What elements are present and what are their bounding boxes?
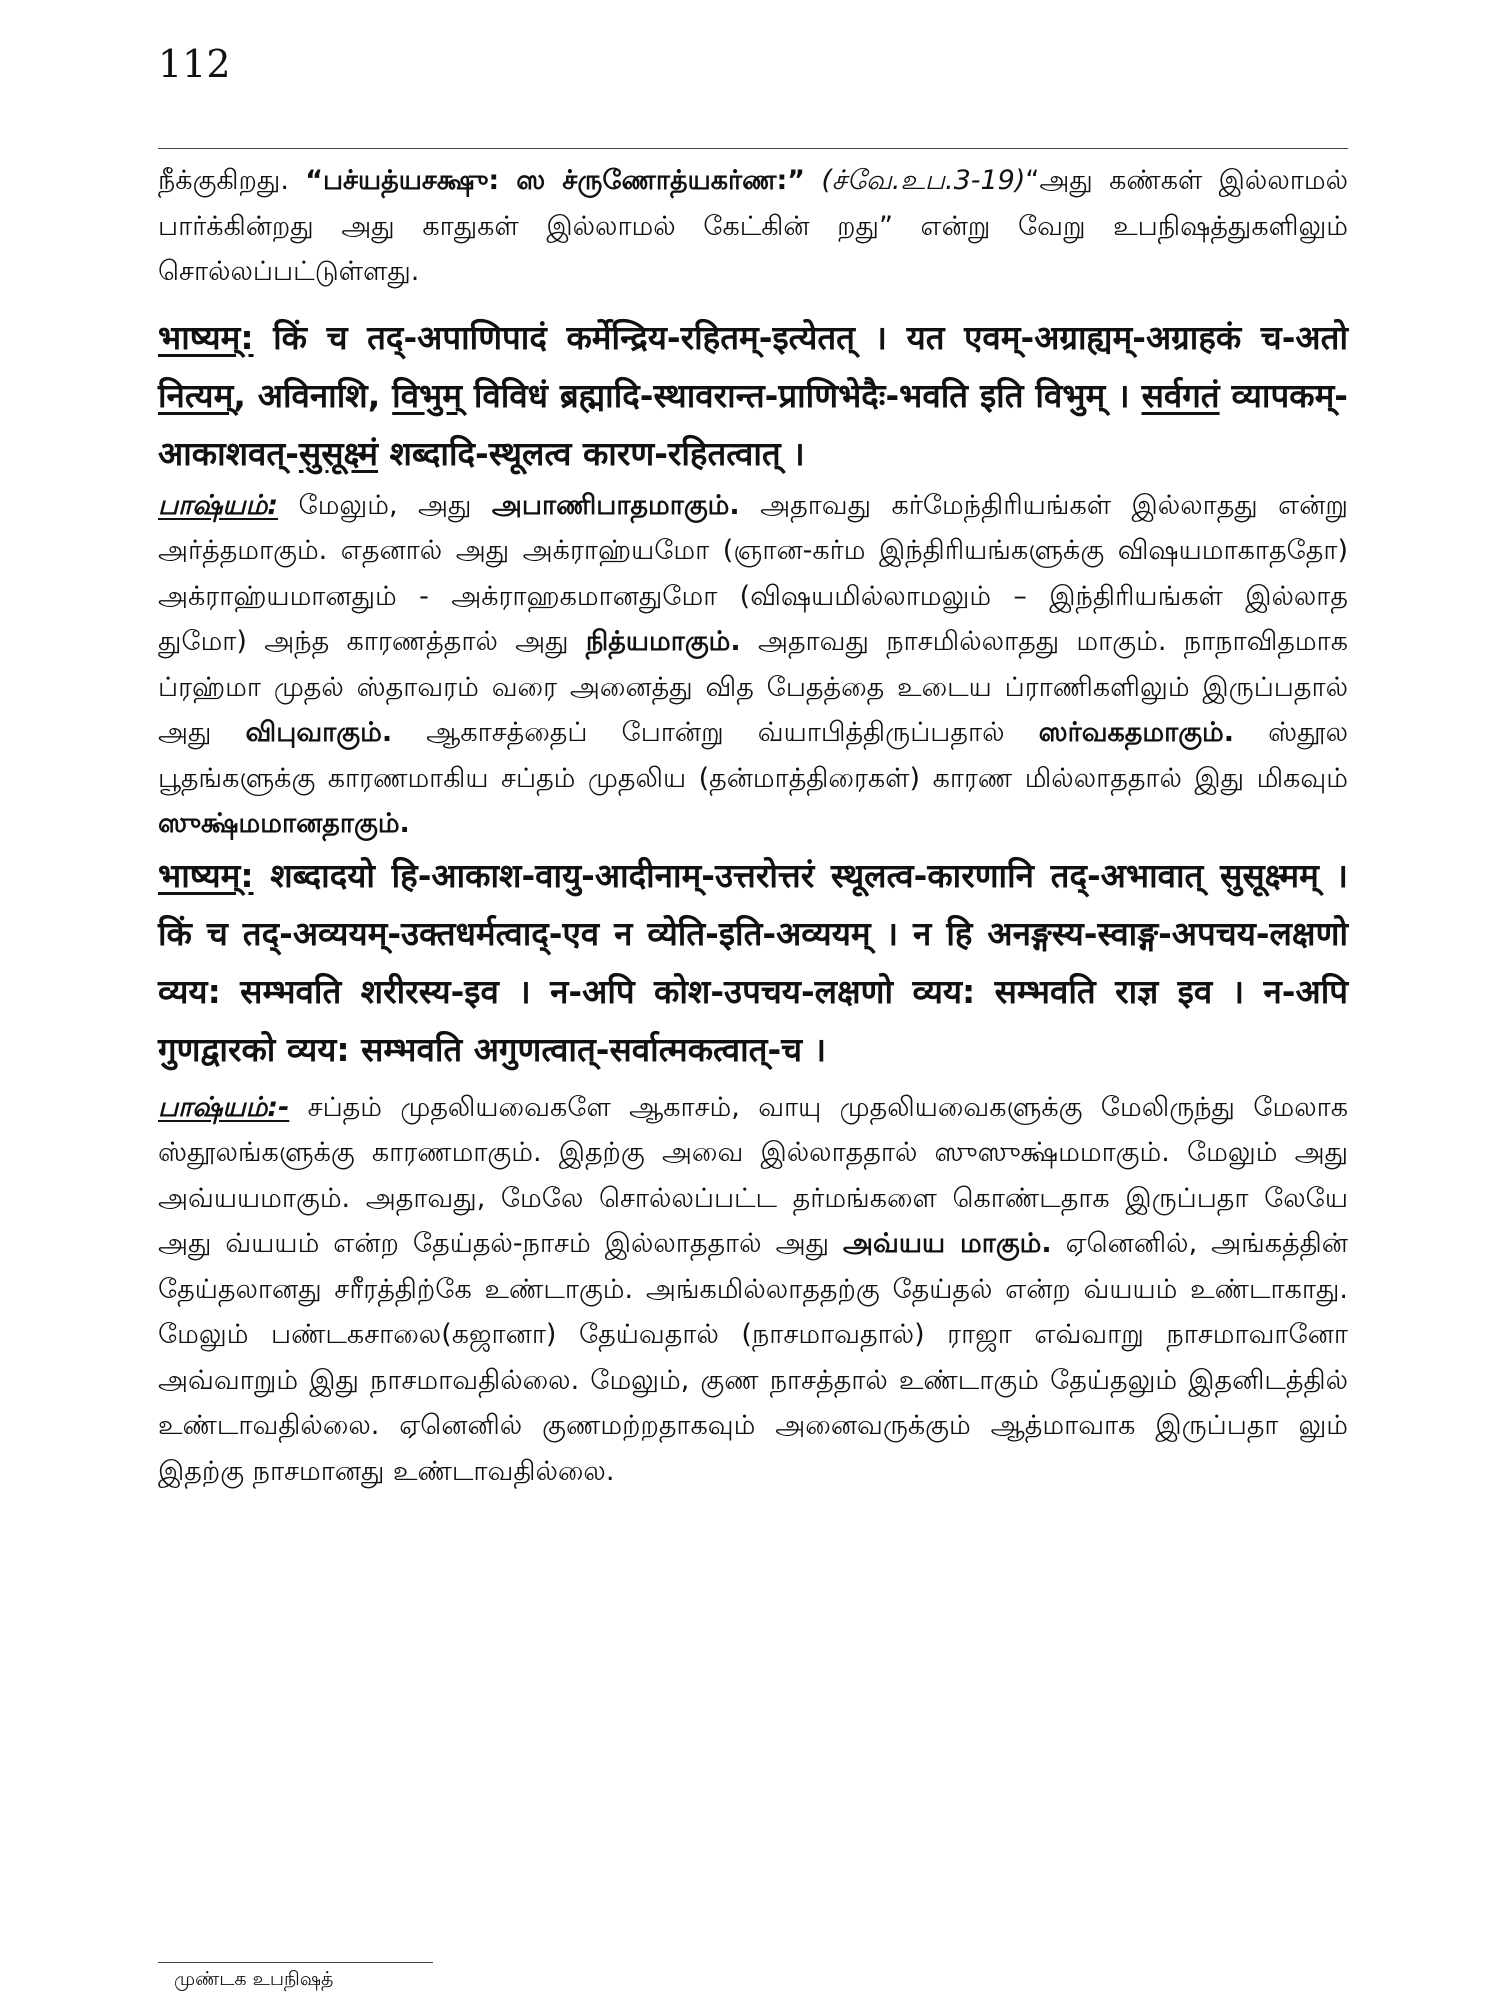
tamil-bhashya-label: பாஷ்யம்: — [158, 489, 279, 521]
tamil1-text-3: அதாவது நாசமில்லாதது மாகும். நாநாவிதமாக ப்ரஹ்மா முதல் ஸ்தாவரம் வரை அனைத்து வித பேதத்தை உடைய ப்ராணிகளிலும் இருப்பதால் அது — [158, 626, 1348, 748]
tamil2-text-1: சப்தம் முதலியவைகளே ஆகாசம், வாயு முதலியவைகளுக்கு மேலிருந்து மேலாக ஸ்தூலங்களுக்கு காரணமாகும். இதற்கு அவை இல்லாததால் ஸுஸுக்ஷ்மமாகும். மேலும் அது அவ்யயமாகும். அதாவது, மேலே சொல்லப்பட்ட தர்மங்களை கொண்டதாக இருப்பதா லேயே அது வ்யயம் என்ற தேய்தல்-நாசம் இல்லாததால் அது — [158, 1091, 1348, 1259]
upanishad-quote: “பச்யத்யசக்ஷு: ஸ ச்ருணோத்யகர்ண:” — [305, 165, 806, 196]
footer-divider — [158, 1962, 433, 1963]
bhashya1-text-1: किं च तद्-अपाणिपादं कर्मेन्द्रिय-रहितम्-इत्येतत् । यत एवम्-अग्राह्यम्-अग्राहकं च-अतो — [253, 317, 1348, 357]
tamil1-term-1: அபாணிபாதமாகும். — [491, 489, 740, 521]
bhashya1-text-3: विविधं ब्रह्मादि-स्थावरान्त-प्राणिभेदैः-भवति इति विभुम् । — [461, 375, 1142, 415]
tamil-bhashya-label: பாஷ்யம்:- — [158, 1091, 290, 1123]
intro-paragraph — [158, 158, 1348, 295]
page-body — [158, 158, 1348, 1494]
tamil1-term-3: விபுவாகும். — [245, 717, 393, 748]
bhashya-label: भाष्यम्: — [158, 855, 254, 895]
top-divider — [158, 148, 1348, 149]
tamil1-text-4: ஆகாசத்தைப் போன்று வ்யாபித்திருப்பதால் — [392, 717, 1039, 748]
tamil1-term-5: ஸுக்ஷ்மமானதாகும். — [158, 808, 410, 839]
bhashya-label: भाष्यम्: — [158, 317, 254, 357]
intro-text-1: நீக்குகிறது. — [158, 165, 306, 196]
tamil-bhashya-2 — [158, 1085, 1348, 1495]
page-number: 112 — [158, 42, 231, 86]
quote-reference: (ச்வே.உப.3-19) — [805, 165, 1026, 196]
tamil2-term-1: அவ்யய மாகும். — [843, 1228, 1052, 1259]
bhashya1-text-4: व्यापकम्-आकाशवत्- — [158, 375, 1349, 473]
tamil1-text-1: மேலும், அது — [278, 489, 492, 521]
intro-text-2: “அது கண்கள் இல்லாமல் பார்க்கின்றது அது காதுகள் இல்லாமல் கேட்கின் றது” என்று வேறு உபநிஷத்துகளிலும் சொல்லப்பட்டுள்ளது. — [158, 165, 1348, 287]
tamil1-term-4: ஸர்வகதமாகும். — [1038, 717, 1235, 748]
keyword-vibhum: विभुम् — [392, 375, 462, 415]
tamil1-text-5: ஸ்தூல பூதங்களுக்கு காரணமாகிய சப்தம் முதலிய (தன்மாத்திரைகள்) காரண மில்லாததால் இது மிகவும் — [158, 717, 1348, 794]
tamil1-text-2: அதாவது கர்மேந்திரியங்கள் இல்லாதது என்று அர்த்தமாகும். எதனால் அது அக்ராஹ்யமோ (ஞான-கர்ம இந்திரியங்களுக்கு விஷயமாகாததோ) அக்ராஹ்யமானதும் - அக்ராஹகமானதுமோ (விஷயமில்லாமலும் – இந்திரியங்கள் இல்லாத துமோ) அந்த காரணத்தால் அது — [158, 489, 1348, 657]
tamil-bhashya-1 — [158, 483, 1348, 847]
bhashya1-text-5: शब्दादि-स्थूलत्व कारण-रहितत्वात् । — [377, 433, 805, 473]
tamil1-term-2: நித்யமாகும். — [585, 626, 741, 657]
bhashya1-text-2: , अविनाशि, — [233, 375, 393, 415]
sanskrit-bhashya-2 — [158, 847, 1348, 1079]
bhashya2-text: शब्दादयो हि-आकाश-वायु-आदीनाम्-उत्तरोत्तरं स्थूलत्व-कारणानि तद्-अभावात् सुसूक्ष्मम् । किं च तद्-अव्ययम्-उक्तधर्मत्वाद्-एव न व्येति-इति-अव्ययम् । न हि अनङ्गस्य-स्वाङ्ग-अपचय-लक्षणो व्यय: सम्भवति शरीरस्य-इव । न-अपि कोश-उपचय-लक्षणो व्यय: सम्भवति राज्ञ इव । न-अपि गुणद्वारको व्यय: सम्भवति अगुणत्वात्-सर्वात्मकत्वात्-च । — [158, 855, 1348, 1069]
keyword-sarvagatam: सर्वगतं — [1141, 375, 1220, 415]
sanskrit-bhashya-1 — [158, 309, 1348, 483]
keyword-susukshmam: सुसूक्ष्मं — [298, 433, 378, 473]
tamil2-text-2: ஏனெனில், அங்கத்தின் தேய்தலானது சரீரத்திற்கே உண்டாகும். அங்கமில்லாததற்கு தேய்தல் என்ற வ்யயம் உண்டாகாது. மேலும் பண்டகசாலை(கஜானா) தேய்வதால் (நாசமாவதால்) ராஜா எவ்வாறு நாசமாவானோ அவ்வாறும் இது நாசமாவதில்லை. மேலும், குண நாசத்தால் உண்டாகும் தேய்தலும் இதனிடத்தில் உண்டாவதில்லை. ஏனெனில் குணமற்றதாகவும் அனைவருக்கும் ஆத்மாவாக இருப்பதா லும் இதற்கு நாசமானது உண்டாவதில்லை. — [158, 1228, 1348, 1487]
keyword-nityam: नित्यम् — [158, 375, 234, 415]
footer-book-title: முண்டக உபநிஷத் — [174, 1968, 334, 1990]
